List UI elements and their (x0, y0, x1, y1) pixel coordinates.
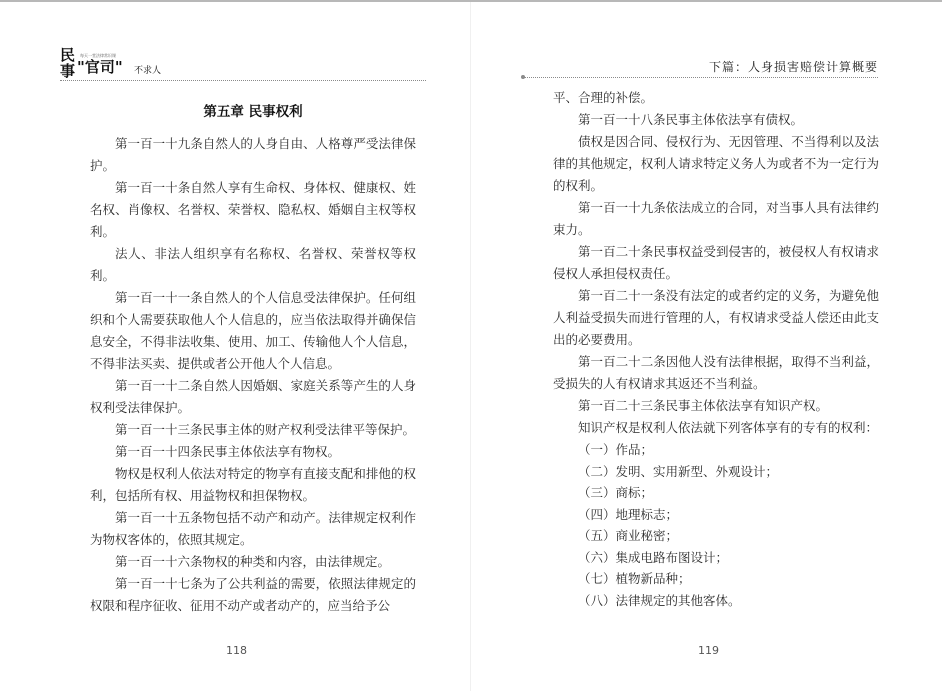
article-paragraph: 第一百一十六条物权的种类和内容，由法律规定。 (115, 554, 391, 569)
list-item: （五）商业秘密； (578, 528, 679, 543)
logo-char-2: 事 (60, 62, 76, 80)
left-header-rule (60, 80, 426, 81)
logo-main-text: "官司" (77, 58, 123, 76)
article-paragraph: 第一百二十三条民事主体依法享有知识产权。 (578, 398, 829, 413)
list-item: （一）作品； (578, 442, 654, 457)
article-paragraph: 第一百一十四条民事主体依法享有物权。 (115, 444, 341, 459)
article-paragraph: 第一百一十条自然人享有生命权、身体权、健康权、姓名权、肖像权、名誉权、荣誉权、隐私权、婚姻自主权等权利。 (90, 180, 416, 239)
article-paragraph: 第一百一十二条自然人因婚姻、家庭关系等产生的人身权利受法律保护。 (90, 378, 416, 415)
running-head: 下篇：人身损害赔偿计算概要 (708, 60, 878, 74)
article-paragraph: 第一百一十三条民事主体的财产权利受法律平等保护。 (115, 422, 416, 437)
page-number-right: 119 (698, 644, 719, 657)
article-paragraph: 第一百二十一条没有法定的或者约定的义务，为避免他人利益受损失而进行管理的人，有权请求受益人偿还由此支出的必要费用。 (553, 288, 879, 347)
article-paragraph: 第一百二十条民事权益受到侵害的，被侵权人有权请求侵权人承担侵权责任。 (553, 244, 879, 281)
list-item: （六）集成电路布图设计； (578, 549, 729, 565)
continued-paragraph: 平、合理的补偿。 (553, 90, 654, 105)
logo-tail-text: 不求人 (134, 66, 162, 76)
series-logo (60, 48, 200, 82)
article-paragraph: 法人、非法人组织享有名称权、名誉权、荣誉权等权利。 (90, 246, 416, 283)
article-paragraph: 第一百一十八条民事主体依法享有债权。 (578, 112, 804, 127)
chapter-title: 第五章 民事权利 (203, 104, 303, 120)
article-paragraph: 第一百一十九条依法成立的合同，对当事人具有法律约束力。 (553, 200, 879, 237)
right-page-body (553, 87, 879, 611)
list-item: （八）法律规定的其他客体。 (578, 592, 741, 608)
article-paragraph: 第一百一十一条自然人的个人信息受法律保护。任何组织和个人需要获取他人个人信息的，应当依法取得并确保信息安全，不得非法收集、使用、加工、传输他人个人信息，不得非法买卖、提供或者公开他人个人信息。 (90, 290, 416, 371)
page-number-left: 118 (226, 644, 247, 657)
article-paragraph: 第一百一十七条为了公共利益的需要，依照法律规定的权限和程序征收、征用不动产或者动产的，应当给予公 (90, 576, 416, 613)
list-item: （四）地理标志； (578, 506, 679, 522)
article-paragraph: 知识产权是权利人依法就下列客体享有的专有的权利： (578, 420, 879, 435)
logo-small-text: 每天一堂法律常识课 (80, 53, 116, 58)
top-border-line (0, 0, 942, 2)
article-paragraph: 第一百一十五条物包括不动产和动产。法律规定权利作为物权客体的，依照其规定。 (90, 510, 416, 547)
right-header-rule (524, 77, 878, 78)
left-page-body (90, 101, 416, 617)
article-paragraph: 债权是因合同、侵权行为、无因管理、不当得利以及法律的其他规定，权利人请求特定义务人为或者不为一定行为的权利。 (553, 134, 879, 193)
logo-char-1: 民 (60, 46, 76, 64)
list-item: （七）植物新品种； (578, 571, 691, 586)
article-paragraph: 第一百一十九条自然人的人身自由、人格尊严受法律保护。 (90, 136, 416, 173)
list-item: （二）发明、实用新型、外观设计； (578, 463, 779, 479)
article-paragraph: 第一百二十二条因他人没有法律根据，取得不当利益，受损失的人有权请求其返还不当利益。 (553, 354, 879, 391)
page-spread-divider (470, 2, 471, 691)
article-paragraph: 物权是权利人依法对特定的物享有直接支配和排他的权利，包括所有权、用益物权和担保物权。 (90, 466, 416, 503)
list-item: （三）商标； (578, 485, 654, 500)
